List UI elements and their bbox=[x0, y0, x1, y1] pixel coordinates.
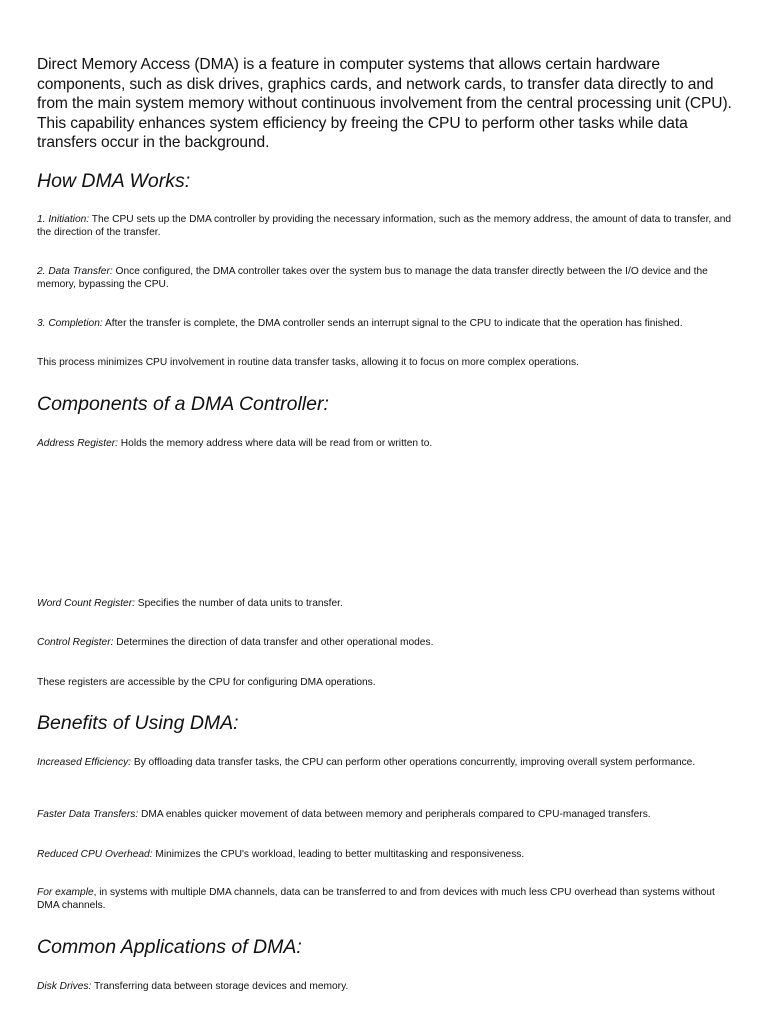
benefit-term: Reduced CPU Overhead: bbox=[37, 849, 153, 860]
benefit-term: Increased Efficiency: bbox=[37, 757, 131, 768]
how-it-works-summary: This process minimizes CPU involvement in routine data transfer tasks, allowing it to focus on more complex operations. bbox=[37, 357, 579, 368]
application-text: Transferring data between storage devices and memory. bbox=[91, 981, 349, 992]
section-heading-components: Components of a DMA Controller: bbox=[37, 393, 329, 415]
step-term: 1. Initiation: bbox=[37, 214, 90, 225]
benefits-example bbox=[37, 886, 737, 912]
benefit-text: DMA enables quicker movement of data between memory and peripherals compared to CPU-managed transfers. bbox=[138, 809, 651, 820]
benefit-reduced-overhead bbox=[37, 848, 737, 861]
section-heading-benefits: Benefits of Using DMA: bbox=[37, 712, 239, 734]
component-address-register bbox=[37, 437, 737, 450]
section-heading-applications: Common Applications of DMA: bbox=[37, 936, 302, 958]
component-term: Word Count Register: bbox=[37, 598, 135, 609]
component-term: Address Register: bbox=[37, 438, 118, 449]
step-term: 2. Data Transfer: bbox=[37, 266, 113, 277]
component-text: Holds the memory address where data will be read from or written to. bbox=[117, 438, 433, 449]
step-text: The CPU sets up the DMA controller by providing the necessary information, such as the memory address, the amount of data to transfer, and the direction of the transfer. bbox=[37, 214, 732, 238]
step-completion bbox=[37, 317, 737, 330]
intro-paragraph: Direct Memory Access (DMA) is a feature in computer systems that allows certain hardware components, such as disk drives, graphics cards, and network cards, to transfer data directly to and from the main system memory without continuous involvement from the central processing unit (CPU). This capability enhances system efficiency by freeing the CPU to perform other tasks while data transfers occur in the background. bbox=[37, 56, 732, 151]
step-initiation bbox=[37, 213, 737, 239]
benefit-term: Faster Data Transfers: bbox=[37, 809, 139, 820]
component-text: Specifies the number of data units to transfer. bbox=[134, 598, 343, 609]
component-word-count-register bbox=[37, 597, 737, 610]
step-text: Once configured, the DMA controller takes over the system bus to manage the data transfer directly between the I/O device and the memory, bypassing the CPU. bbox=[37, 266, 708, 290]
example-text: , in systems with multiple DMA channels, data can be transferred to and from devices with much less CPU overhead than systems without DMA channels. bbox=[37, 887, 715, 911]
step-term: 3. Completion: bbox=[37, 318, 103, 329]
step-data-transfer bbox=[37, 265, 737, 291]
benefit-increased-efficiency bbox=[37, 756, 737, 769]
component-control-register bbox=[37, 636, 737, 649]
benefit-text: Minimizes the CPU's workload, leading to better multitasking and responsiveness. bbox=[152, 849, 525, 860]
components-summary: These registers are accessible by the CPU for configuring DMA operations. bbox=[37, 677, 376, 688]
step-text: After the transfer is complete, the DMA controller sends an interrupt signal to the CPU to indicate that the operation has finished. bbox=[102, 318, 683, 329]
component-term: Control Register: bbox=[37, 637, 114, 648]
section-heading-how-dma-works: How DMA Works: bbox=[37, 170, 191, 192]
component-text: Determines the direction of data transfer and other operational modes. bbox=[113, 637, 434, 648]
benefit-text: By offloading data transfer tasks, the CPU can perform other operations concurrently, improving overall system performance. bbox=[131, 757, 696, 768]
example-term: For example bbox=[37, 887, 94, 898]
application-disk-drives bbox=[37, 980, 737, 993]
benefit-faster-transfers bbox=[37, 808, 737, 821]
application-term: Disk Drives: bbox=[37, 981, 92, 992]
